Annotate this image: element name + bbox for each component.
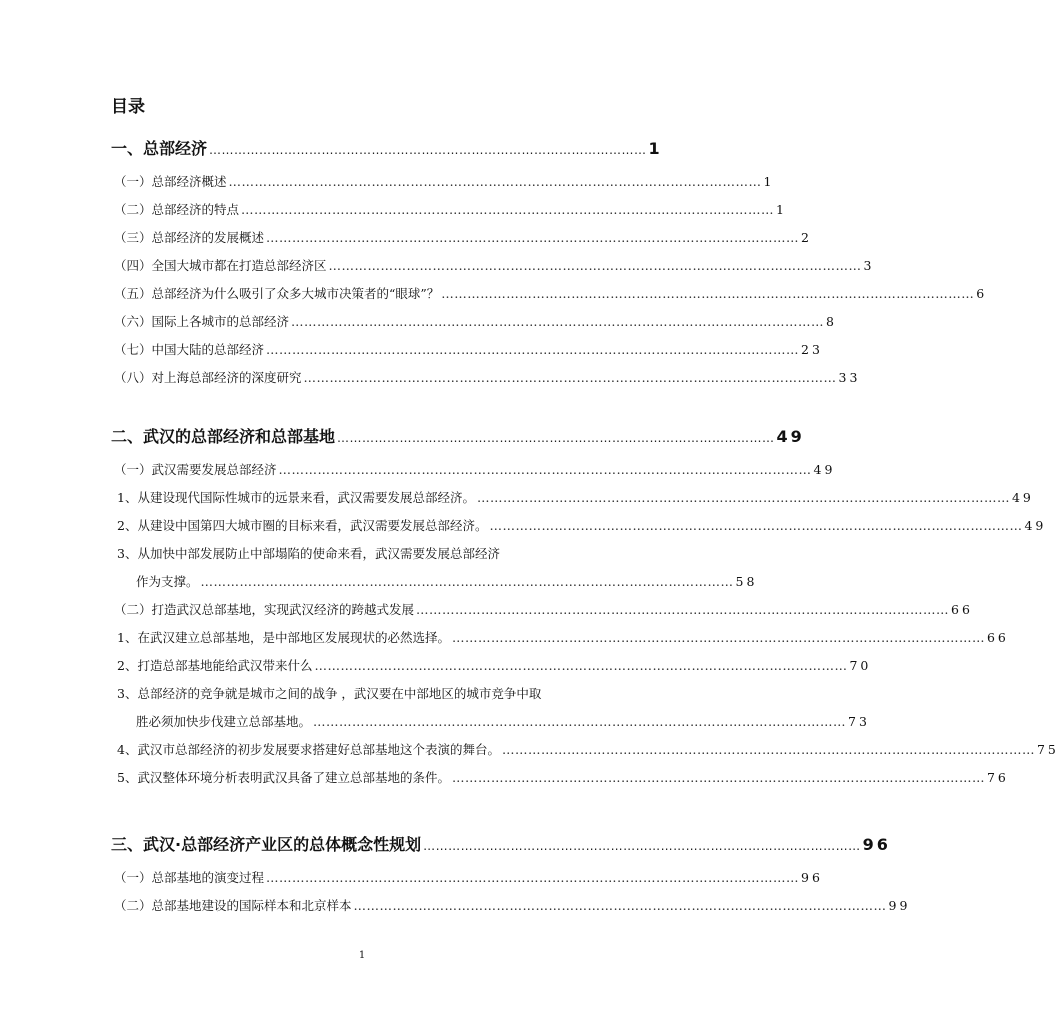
- page-number: 1: [358, 950, 366, 961]
- toc-entry[interactable]: （二）总部经济的特点 …………………………………………………………………………………………………………… 1: [114, 202, 787, 217]
- toc-entry[interactable]: 5、武汉整体环境分析表明武汉具备了建立总部基地的条件。 …………………………………………………………………………………………………………… 76: [117, 770, 1009, 785]
- toc-entry[interactable]: （七）中国大陆的总部经济 …………………………………………………………………………………………………………… 23: [114, 342, 823, 357]
- toc-entry-line[interactable]: 3、总部经济的竞争就是城市之间的战争 ，武汉要在中部地区的城市竞争中取: [117, 686, 542, 701]
- toc-entry[interactable]: （二）打造武汉总部基地，实现武汉经济的跨越式发展 …………………………………………………………………………………………………………… 66: [114, 602, 973, 617]
- toc-entry[interactable]: 1、从建设现代国际性城市的远景来看，武汉需要发展总部经济。 …………………………………………………………………………………………………………… 49: [117, 490, 1034, 505]
- toc-entry[interactable]: 三、武汉·总部经济产业区的总体概念性规划 …………………………………………………………………………………………… 96: [111, 835, 891, 854]
- leader-dots: ……………………………………………………………………………………………………………: [303, 370, 837, 385]
- leader-dots: ……………………………………………………………………………………………………………: [313, 714, 847, 729]
- toc-entry[interactable]: 2、打造总部基地能给武汉带来什么 …………………………………………………………………………………………………………… 70: [117, 658, 872, 673]
- leader-dots: ……………………………………………………………………………………………………………: [328, 258, 862, 273]
- toc-entry[interactable]: （一）总部经济概述 …………………………………………………………………………………………………………… 1: [114, 174, 775, 189]
- toc-title: 目录: [111, 97, 145, 117]
- leader-dots: ……………………………………………………………………………………………………………: [501, 742, 1035, 757]
- toc-entry[interactable]: （四）全国大城市都在打造总部经济区 …………………………………………………………………………………………………………… 3: [114, 258, 875, 273]
- toc-entry[interactable]: （八）对上海总部经济的深度研究 …………………………………………………………………………………………………………… 33: [114, 370, 861, 385]
- leader-dots: ……………………………………………………………………………………………: [423, 839, 861, 853]
- leader-dots: ……………………………………………………………………………………………………………: [451, 770, 985, 785]
- toc-entry[interactable]: （三）总部经济的发展概述 …………………………………………………………………………………………………………… 2: [114, 230, 812, 245]
- leader-dots: ……………………………………………………………………………………………………………: [278, 462, 812, 477]
- leader-dots: ……………………………………………………………………………………………………………: [441, 286, 975, 301]
- toc-entry[interactable]: （五）总部经济为什么吸引了众多大城市决策者的“眼球”？ …………………………………………………………………………………………………………… 6: [114, 286, 988, 301]
- toc-entry[interactable]: （一）武汉需要发展总部经济 …………………………………………………………………………………………………………… 49: [114, 462, 836, 477]
- leader-dots: ……………………………………………………………………………………………………………: [489, 518, 1023, 533]
- leader-dots: ……………………………………………………………………………………………………………: [228, 174, 762, 189]
- toc-entry[interactable]: 一、总部经济 …………………………………………………………………………………………… 1: [111, 139, 663, 158]
- toc-entry[interactable]: （一）总部基地的演变过程 …………………………………………………………………………………………………………… 96: [114, 870, 823, 885]
- toc-entry[interactable]: 胜必须加快步伐建立总部基地。 …………………………………………………………………………………………………………… 73: [136, 714, 870, 729]
- toc-entry[interactable]: 作为支撑。 …………………………………………………………………………………………………………… 58: [136, 574, 758, 589]
- toc-entry[interactable]: （六）国际上各城市的总部经济 …………………………………………………………………………………………………………… 8: [114, 314, 837, 329]
- toc-entry-line[interactable]: 3、从加快中部发展防止中部塌陷的使命来看，武汉需要发展总部经济: [117, 546, 500, 561]
- leader-dots: ……………………………………………………………………………………………………………: [451, 630, 985, 645]
- leader-dots: ……………………………………………………………………………………………………………: [266, 342, 800, 357]
- toc-entry[interactable]: （二）总部基地建设的国际样本和北京样本 …………………………………………………………………………………………………………… 99: [114, 898, 911, 913]
- leader-dots: ……………………………………………………………………………………………………………: [476, 490, 1010, 505]
- leader-dots: ……………………………………………………………………………………………………………: [241, 202, 775, 217]
- leader-dots: ……………………………………………………………………………………………………………: [266, 870, 800, 885]
- leader-dots: ……………………………………………………………………………………………………………: [314, 658, 848, 673]
- leader-dots: ……………………………………………………………………………………………………………: [266, 230, 800, 245]
- leader-dots: ……………………………………………………………………………………………: [209, 143, 647, 157]
- leader-dots: ……………………………………………………………………………………………………………: [353, 898, 887, 913]
- leader-dots: ……………………………………………………………………………………………: [337, 431, 775, 445]
- leader-dots: ……………………………………………………………………………………………………………: [200, 574, 734, 589]
- leader-dots: ……………………………………………………………………………………………………………: [291, 314, 825, 329]
- leader-dots: ……………………………………………………………………………………………………………: [416, 602, 950, 617]
- toc-entry[interactable]: 1、在武汉建立总部基地，是中部地区发展现状的必然选择。 …………………………………………………………………………………………………………… 66: [117, 630, 1009, 645]
- toc-entry[interactable]: 二、武汉的总部经济和总部基地 …………………………………………………………………………………………… 49: [111, 427, 805, 446]
- toc-entry[interactable]: 2、从建设中国第四大城市圈的目标来看，武汉需要发展总部经济。 …………………………………………………………………………………………………………… 49: [117, 518, 1047, 533]
- toc-entry[interactable]: 4、武汉市总部经济的初步发展要求搭建好总部基地这个表演的舞台。 …………………………………………………………………………………………………………… 75: [117, 742, 1059, 757]
